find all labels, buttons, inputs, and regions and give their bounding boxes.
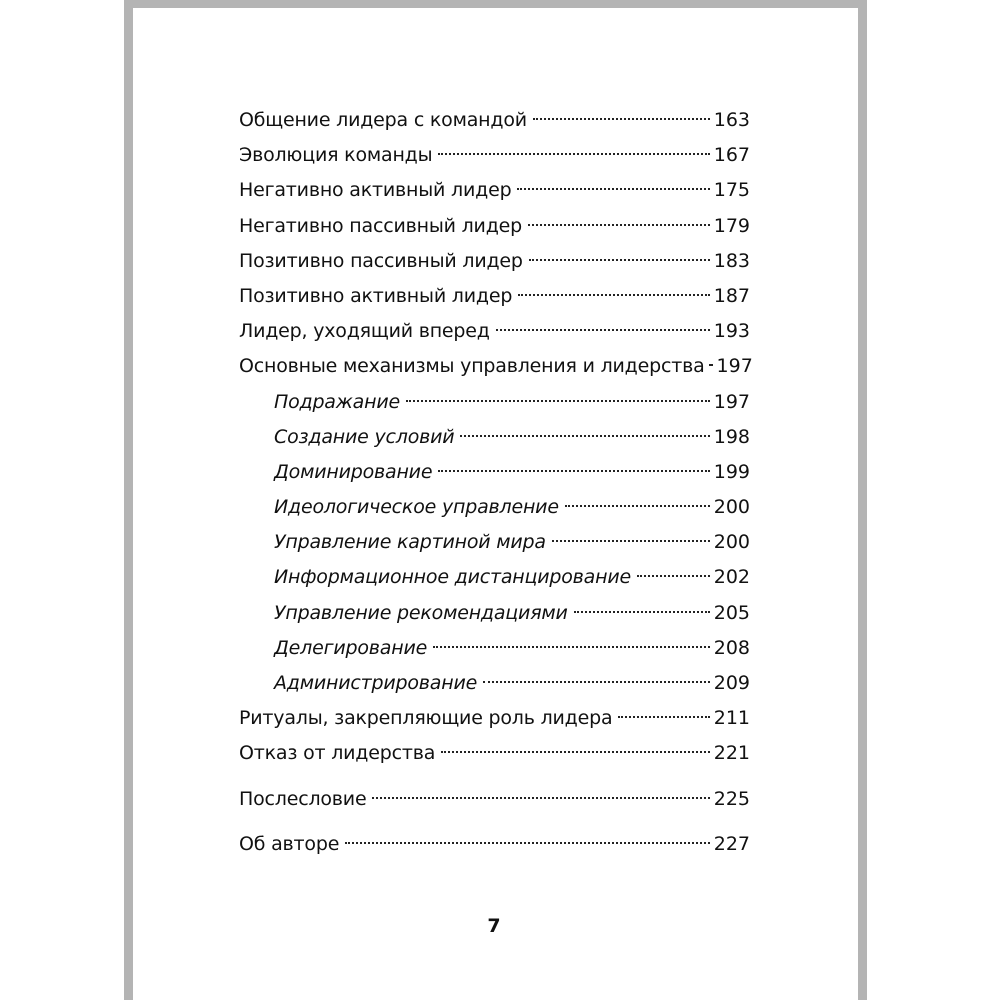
toc-entry-page: 193: [713, 320, 750, 343]
toc-subentry-title: Создание условий: [274, 425, 455, 448]
toc-entry-page: 227: [713, 832, 750, 855]
toc-subentry-title: Подражание: [274, 390, 400, 413]
dot-leader: [345, 842, 710, 844]
toc-subentry-page: 208: [713, 636, 750, 659]
toc-entry[interactable]: [239, 782, 750, 817]
toc-entry[interactable]: [239, 279, 750, 314]
dot-leader: [517, 188, 709, 190]
toc-subentry-title: Управление рекомендациями: [274, 601, 568, 624]
table-of-contents: [239, 103, 753, 862]
toc-entry-page: 175: [713, 179, 750, 202]
dot-leader: [518, 294, 710, 296]
toc-subentry-page: 200: [713, 531, 750, 554]
toc-subentry-title: Информационное дистанцирование: [274, 566, 631, 589]
dot-leader: [460, 435, 709, 437]
toc-entry-title: Ритуалы, закрепляющие роль лидера: [239, 707, 613, 730]
dot-leader: [618, 716, 709, 718]
toc-subentry-page: 209: [713, 672, 750, 694]
dot-leader: [433, 646, 710, 648]
toc-subentry[interactable]: [239, 490, 750, 525]
toc-entry-title: Лидер, уходящий вперед: [239, 320, 490, 343]
toc-entry-title: Об авторе: [239, 832, 340, 855]
dot-leader: [438, 153, 709, 155]
toc-entry-page: 183: [713, 249, 750, 272]
toc-subentry[interactable]: [239, 455, 750, 490]
toc-subentry[interactable]: [239, 666, 750, 701]
toc-subentry-title: Администрирование: [274, 672, 478, 694]
toc-subentry-title: Идеологическое управление: [274, 496, 559, 519]
toc-entry[interactable]: [239, 209, 750, 244]
dot-leader: [574, 611, 710, 613]
dot-leader: [483, 681, 710, 683]
toc-entry-title: Эволюция команды: [239, 144, 433, 167]
toc-entry-page: 211: [713, 707, 750, 730]
toc-subentry-title: Делегирование: [274, 636, 428, 659]
dot-leader: [637, 575, 710, 577]
dot-leader: [441, 751, 710, 753]
toc-subentry[interactable]: [239, 596, 750, 631]
toc-subentry[interactable]: [239, 385, 750, 420]
toc-subentry-title: Управление картиной мира: [274, 531, 546, 554]
dot-leader: [372, 797, 709, 799]
dot-leader: [533, 118, 710, 120]
toc-entry-title: Позитивно пассивный лидер: [239, 249, 523, 272]
toc-entry-title: Негативно активный лидер: [239, 179, 512, 202]
dot-leader: [565, 505, 710, 507]
toc-entry-page: 187: [713, 284, 750, 307]
toc-entry[interactable]: [239, 173, 750, 208]
toc-entry[interactable]: [239, 314, 750, 349]
toc-subentry-page: 198: [713, 425, 750, 448]
page-number: 7: [487, 915, 501, 937]
toc-entry-page: 163: [713, 109, 750, 131]
toc-subentry-page: 205: [713, 601, 750, 624]
dot-leader: [406, 400, 710, 402]
toc-entry[interactable]: [239, 244, 750, 279]
toc-subentry-page: 200: [713, 496, 750, 519]
toc-entry-page: 167: [713, 144, 750, 167]
toc-entry-page: 225: [713, 787, 750, 810]
toc-subentry-page: 202: [713, 566, 750, 589]
toc-entry[interactable]: [239, 827, 750, 862]
dot-leader: [552, 540, 710, 542]
dot-leader: [438, 470, 709, 472]
toc-entry-title: Основные механизмы управления и лидерства: [239, 355, 705, 378]
dot-leader: [709, 364, 713, 366]
dot-leader: [496, 329, 710, 331]
toc-subentry[interactable]: [239, 420, 750, 455]
toc-entry[interactable]: [239, 701, 750, 736]
toc-entry[interactable]: [239, 138, 750, 173]
toc-entry-page: 221: [713, 742, 750, 765]
dot-leader: [529, 259, 710, 261]
toc-entry-page: 197: [716, 355, 753, 378]
toc-entry[interactable]: [239, 736, 750, 771]
toc-subentry[interactable]: [239, 631, 750, 666]
toc-subentry-page: 199: [713, 460, 750, 483]
toc-entry[interactable]: [239, 349, 753, 384]
toc-entry-page: 179: [713, 214, 750, 237]
toc-entry-title: Негативно пассивный лидер: [239, 214, 522, 237]
toc-subentry[interactable]: [239, 525, 750, 560]
toc-subentry[interactable]: [239, 560, 750, 595]
toc-subentry-page: 197: [713, 390, 750, 413]
toc-entry-title: Отказ от лидерства: [239, 742, 436, 765]
toc-entry-title: Позитивно активный лидер: [239, 284, 513, 307]
dot-leader: [528, 224, 710, 226]
toc-entry-title: Общение лидера с командой: [239, 109, 527, 131]
toc-entry-title: Послесловие: [239, 787, 367, 810]
toc-subentry-title: Доминирование: [274, 460, 433, 483]
toc-entry[interactable]: [239, 103, 750, 138]
